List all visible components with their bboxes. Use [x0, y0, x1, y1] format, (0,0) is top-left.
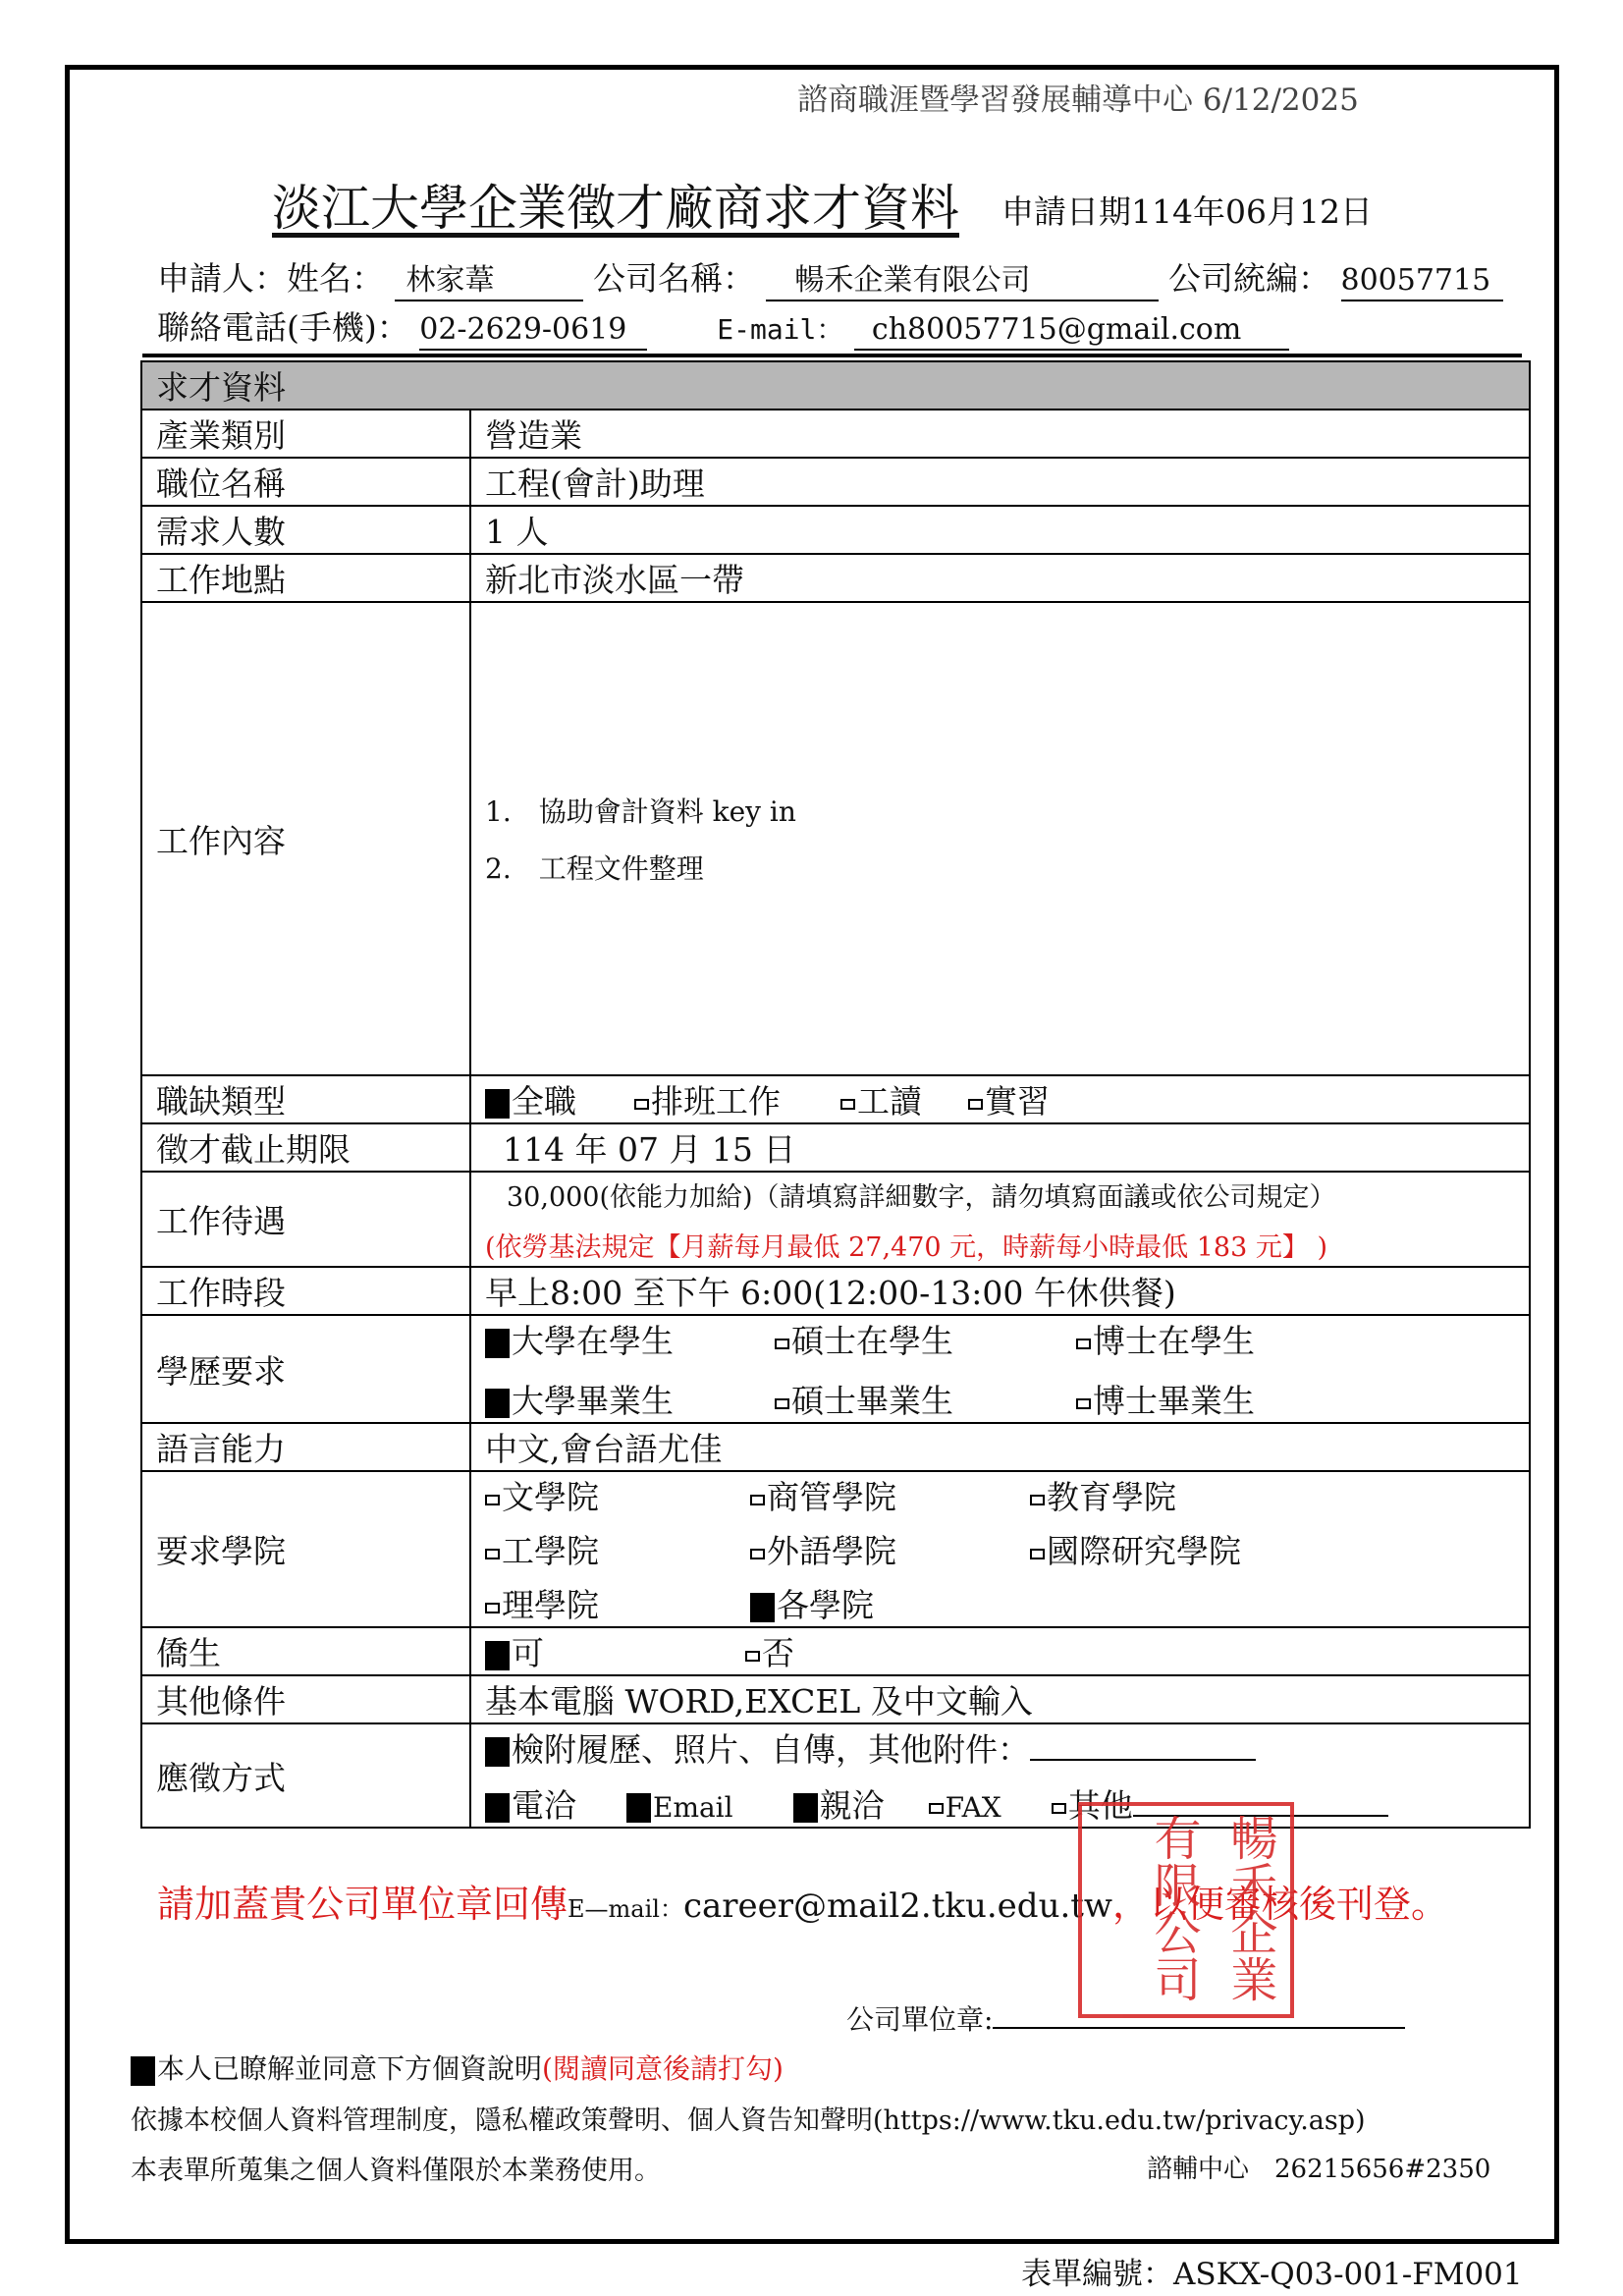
salary-amount: 30,000(依能力加給)（請填寫詳細數字，請勿填寫面議或依公司規定） — [507, 1181, 1336, 1213]
edu-phd-grad-checkbox[interactable] — [1076, 1398, 1091, 1409]
college-checkbox[interactable] — [485, 1549, 500, 1559]
position-value[interactable]: 工程(會計)助理 — [470, 458, 1530, 506]
college-option-label: 工學院 — [502, 1532, 599, 1570]
overseas-label: 僑生 — [141, 1627, 470, 1675]
college-option-label: 商管學院 — [767, 1478, 896, 1516]
hours-value[interactable]: 早上8:00 至下午 6:00(12:00-13:00 午休供餐) — [470, 1267, 1530, 1315]
consent-line-2: 依據本校個人資料管理制度，隱私權政策聲明、個人資告知聲明(https://www.tku.edu.tw/privacy.asp) — [131, 2105, 1366, 2136]
college-checkbox[interactable] — [485, 1495, 500, 1505]
college-option-label: 教育學院 — [1047, 1478, 1176, 1516]
section-title: 求才資料 — [141, 361, 1530, 410]
college-option-label: 外語學院 — [767, 1532, 896, 1570]
education-value — [470, 1315, 1530, 1423]
company-seal — [1078, 1802, 1294, 2018]
header-center-name: 諮商職涯暨學習發展輔導中心 — [797, 82, 1193, 118]
job-info-table — [140, 360, 1531, 1829]
table-row — [141, 1075, 1530, 1123]
edu-undergrad-student-checkbox[interactable] — [485, 1329, 510, 1358]
table-row — [141, 1471, 1530, 1627]
table-row — [141, 1315, 1530, 1423]
apply-option-label: FAX — [945, 1791, 1001, 1824]
table-row — [141, 1723, 1530, 1828]
header-rule — [142, 354, 1522, 357]
college-checkbox[interactable] — [750, 1495, 765, 1505]
overseas-yes-checkbox[interactable] — [485, 1641, 510, 1670]
location-label: 工作地點 — [141, 554, 470, 602]
notice-email-label: E—mail： — [568, 1895, 683, 1923]
college-label: 要求學院 — [141, 1471, 470, 1627]
edu-option-label: 博士畢業生 — [1093, 1382, 1255, 1420]
fulltime-label: 全職 — [512, 1082, 576, 1121]
college-option-label: 各學院 — [777, 1586, 874, 1624]
salary-label: 工作待遇 — [141, 1172, 470, 1267]
college-checkbox[interactable] — [1030, 1549, 1045, 1559]
notice-red-tail: ，以便審核後刊登。 — [1112, 1883, 1449, 1926]
consent-line-3: 本表單所蒐集之個人資料僅限於本業務使用。 — [131, 2156, 661, 2186]
apply-value — [470, 1723, 1530, 1828]
table-row — [141, 1123, 1530, 1172]
fulltime-checkbox[interactable] — [485, 1089, 510, 1119]
apply-option-label: 電洽 — [512, 1786, 576, 1825]
headcount-value[interactable]: 1 人 — [470, 506, 1530, 554]
duties-value[interactable] — [470, 602, 1530, 1075]
position-label: 職位名稱 — [141, 458, 470, 506]
industry-label: 產業類別 — [141, 410, 470, 458]
intern-checkbox[interactable] — [968, 1099, 983, 1110]
stamp-label: 公司單位章: — [846, 2003, 994, 2036]
edu-option-label: 碩士畢業生 — [791, 1382, 953, 1420]
page-title: 淡江大學企業徵才廠商求才資料 — [272, 180, 959, 237]
email-label: E-mail： — [717, 313, 844, 346]
notice-email[interactable]: career@mail2.tku.edu.tw — [682, 1886, 1113, 1926]
location-value[interactable]: 新北市淡水區一帶 — [470, 554, 1530, 602]
duty-item-2: 2. 工程文件整理 — [485, 852, 704, 885]
consent-line-1 — [131, 2048, 784, 2087]
duty-item-1: 1. 協助會計資料 key in — [485, 795, 796, 828]
college-value — [470, 1471, 1530, 1627]
attachments-field[interactable] — [1030, 1729, 1256, 1761]
edu-option-label: 大學在學生 — [512, 1322, 674, 1360]
seal-text-left: 有限公司 — [1146, 1814, 1201, 2002]
jobtype-value — [470, 1075, 1530, 1123]
edu-undergrad-grad-checkbox[interactable] — [485, 1389, 510, 1418]
other-value[interactable]: 基本電腦 WORD,EXCEL 及中文輸入 — [470, 1675, 1530, 1723]
table-row — [141, 1675, 1530, 1723]
deadline-label: 徵才截止期限 — [141, 1123, 470, 1172]
phone-label: 聯絡電話(手機)： — [157, 308, 409, 347]
fax-apply-checkbox[interactable] — [929, 1803, 944, 1814]
duties-label: 工作內容 — [141, 602, 470, 1075]
college-option-label: 文學院 — [502, 1478, 599, 1516]
apply-option-label: Email — [653, 1791, 733, 1824]
consent-text: 本人已瞭解並同意下方個資說明 — [157, 2052, 543, 2085]
apply-option-label: 其他 — [1067, 1786, 1133, 1825]
apply-label: 應徵方式 — [141, 1723, 470, 1828]
contact-info: 諮輔中心 26215656#2350 — [1147, 2155, 1491, 2184]
consent-checkbox[interactable] — [131, 2056, 155, 2086]
shift-label: 排班工作 — [651, 1082, 781, 1121]
college-option-label: 理學院 — [502, 1586, 599, 1624]
section-row — [141, 361, 1530, 410]
deadline-value[interactable]: 114 年 07 月 15 日 — [470, 1123, 1530, 1172]
resume-checkbox[interactable] — [485, 1737, 510, 1767]
headcount-label: 需求人數 — [141, 506, 470, 554]
table-row — [141, 506, 1530, 554]
edu-option-label: 大學畢業生 — [512, 1382, 674, 1420]
college-checkbox[interactable] — [1030, 1495, 1045, 1505]
table-row — [141, 554, 1530, 602]
consent-red-text: (閱讀同意後請打勾) — [542, 2052, 784, 2085]
name-field[interactable]: 林家葦 — [395, 262, 583, 301]
header-date: 6/12/2025 — [1202, 82, 1359, 118]
intern-label: 實習 — [985, 1082, 1050, 1121]
college-all-checkbox[interactable] — [750, 1593, 775, 1622]
table-row — [141, 1172, 1530, 1267]
applicant-row — [157, 253, 1503, 301]
overseas-value — [470, 1627, 1530, 1675]
edu-option-label: 碩士在學生 — [791, 1322, 953, 1360]
table-row — [141, 602, 1530, 1075]
phone-apply-checkbox[interactable] — [485, 1793, 510, 1823]
company-label: 公司名稱： — [593, 259, 755, 298]
table-row — [141, 1267, 1530, 1315]
parttime-label: 工讀 — [857, 1082, 922, 1121]
overseas-no-checkbox[interactable] — [745, 1651, 760, 1662]
email-field[interactable]: ch80057715@gmail.com — [854, 311, 1289, 351]
jobtype-label: 職缺類型 — [141, 1075, 470, 1123]
shift-checkbox[interactable] — [634, 1099, 649, 1110]
company-field[interactable]: 暢禾企業有限公司 — [766, 262, 1159, 301]
salary-note: (依勞基法規定【月薪每月最低 27,470 元，時薪每小時最低 183 元】 ) — [485, 1231, 1327, 1263]
contact-row — [157, 302, 1289, 351]
other-label: 其他條件 — [141, 1675, 470, 1723]
salary-value[interactable] — [470, 1172, 1530, 1267]
overseas-yes-label: 可 — [512, 1634, 544, 1672]
email-apply-checkbox[interactable] — [626, 1793, 651, 1823]
header-line — [797, 75, 1359, 119]
hours-label: 工作時段 — [141, 1267, 470, 1315]
form-code: 表單編號：ASKX-Q03-001-FM001 — [1021, 2257, 1523, 2292]
stamp-row — [846, 1995, 1405, 2038]
overseas-no-label: 否 — [762, 1634, 794, 1672]
college-checkbox[interactable] — [750, 1549, 765, 1559]
phone-field[interactable]: 02-2629-0619 — [419, 311, 647, 351]
inperson-apply-checkbox[interactable] — [793, 1793, 818, 1823]
name-label: 申請人：姓名： — [157, 259, 384, 298]
stamp-field[interactable] — [993, 1995, 1405, 2029]
other-apply-checkbox[interactable] — [1052, 1803, 1066, 1814]
table-row — [141, 1627, 1530, 1675]
language-label: 語言能力 — [141, 1423, 470, 1471]
language-value[interactable]: 中文,會台語尤佳 — [470, 1423, 1530, 1471]
notice-red-text: 請加蓋貴公司單位章回傳 — [157, 1883, 568, 1926]
table-row — [141, 410, 1530, 458]
table-row — [141, 1423, 1530, 1471]
education-label: 學歷要求 — [141, 1315, 470, 1423]
taxid-field[interactable]: 80057715 — [1341, 262, 1503, 301]
apply-option-label: 親洽 — [819, 1786, 885, 1825]
seal-text-right: 暢禾企業 — [1222, 1814, 1277, 2002]
taxid-label: 公司統編： — [1168, 259, 1330, 298]
edu-master-grad-checkbox[interactable] — [775, 1398, 789, 1409]
industry-value[interactable]: 營造業 — [470, 410, 1530, 458]
edu-master-student-checkbox[interactable] — [775, 1339, 789, 1349]
table-row — [141, 458, 1530, 506]
edu-option-label: 博士在學生 — [1093, 1322, 1255, 1360]
edu-phd-student-checkbox[interactable] — [1076, 1339, 1091, 1349]
parttime-checkbox[interactable] — [840, 1099, 855, 1110]
college-checkbox[interactable] — [485, 1603, 500, 1613]
apply-line1: 檢附履歷、照片、自傳，其他附件： — [512, 1730, 1030, 1769]
apply-date: 申請日期114年06月12日 — [1001, 192, 1373, 231]
college-option-label: 國際研究學院 — [1047, 1532, 1241, 1570]
